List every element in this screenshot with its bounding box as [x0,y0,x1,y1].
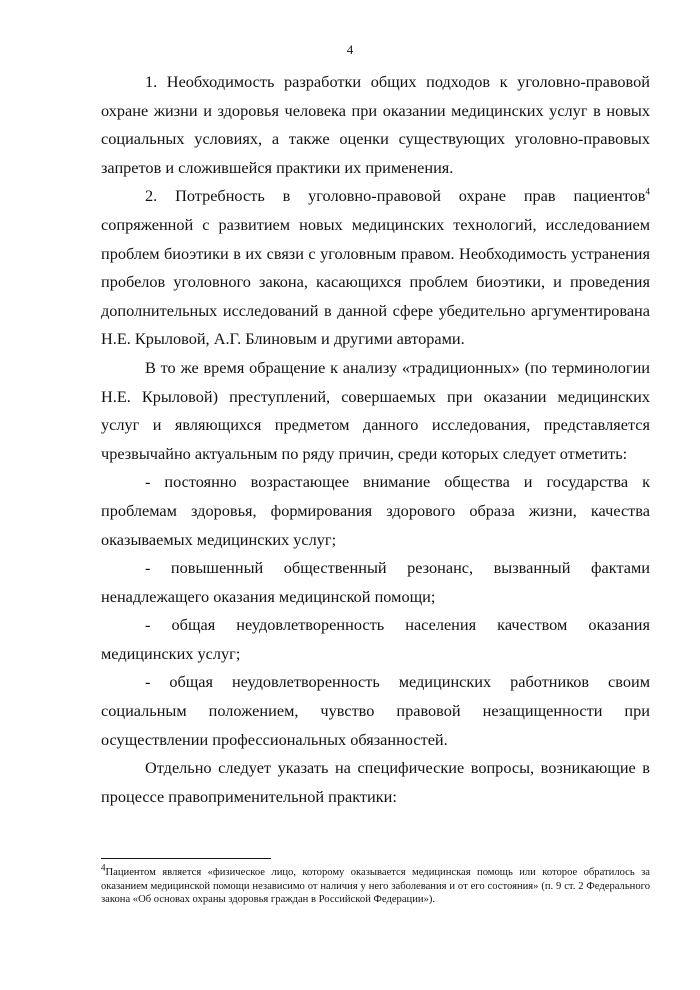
footnote-text: Пациентом является «физическое лицо, которому оказывается медицинская помощь или которое обратилось за оказанием медицинской помощи независимо от наличия у него заболевания и от его состояния» (п. 9 ст. 2 Федерального закона «Об основах охраны здоровья граждан в Российской Федерации»). [101,867,650,906]
document-body [101,68,650,811]
paragraph-2-start: 2. Потребность в уголовно-правовой охране прав пациентов [145,186,646,206]
footnote-reference: 4 [645,186,650,197]
footnote-divider [101,858,271,859]
paragraph-4: Отдельно следует указать на специфические вопросы, возникающие в процессе правоприменительной практики: [101,758,650,806]
footnote [101,862,650,907]
paragraph-3: В то же время обращение к анализу «традиционных» (по терминологии Н.Е. Крыловой) преступлений, совершаемых при оказании медицинских услуг и являющихся предметом данного исследования, представляется чрезвычайно актуальным по ряду причин, среди которых следует отметить: [101,357,650,463]
list-item-3: - общая неудовлетворенность населения качеством оказания медицинских услуг; [101,615,650,663]
footnote-number: 4 [101,862,106,873]
paragraph-1: 1. Необходимость разработки общих подходов к уголовно-правовой охране жизни и здоровья человека при оказании медицинских услуг в новых социальных условиях, а также оценки существующих уголовно-правовых запретов и сложившейся практики их применения. [101,72,650,177]
paragraph-2-end: сопряженной с развитием новых медицинских технологий, исследованием проблем биоэтики в их связи с уголовным правом. Необходимость устранения пробелов уголовного закона, касающихся проблем биоэтики, и проведения дополнительных исследований в данной сфере убедительно аргументирована Н.Е. Крыловой, А.Г. Блиновым и другими авторами. [101,214,650,349]
list-item-4: - общая неудовлетворенность медицинских работников своим социальным положением, чувство правовой незащищенности при осуществлении профессиональных обязанностей. [101,672,650,749]
list-item-1: - постоянно возрастающее внимание общества и государства к проблемам здоровья, формирования здорового образа жизни, качества оказываемых медицинских услуг; [101,472,650,549]
paragraph-2 [101,182,650,354]
page-number: 4 [346,42,354,57]
list-item-2: - повышенный общественный резонанс, вызванный фактами ненадлежащего оказания медицинской помощи; [101,558,650,606]
